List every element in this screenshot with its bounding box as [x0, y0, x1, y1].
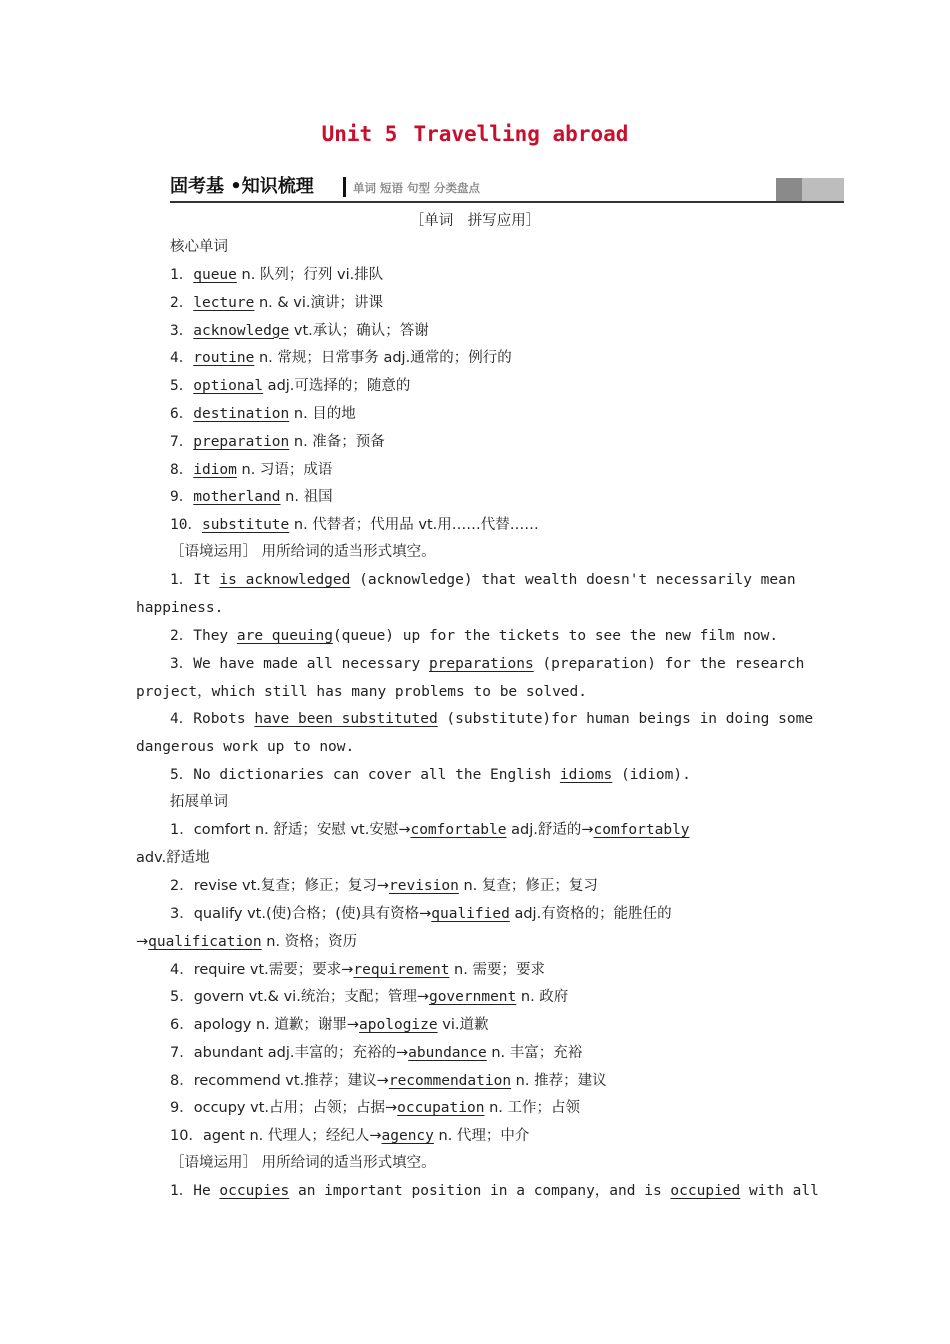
sentence-continuation: happiness.	[136, 600, 224, 616]
extended-word-derived: abundance	[408, 1045, 487, 1061]
page-title	[0, 122, 950, 146]
core-word-row	[170, 348, 512, 368]
sentence-text: 1．It	[170, 572, 220, 588]
sentence-text: 4．Robots	[170, 711, 255, 727]
sentence-answer: have been substituted	[254, 711, 438, 727]
context-label-2: ［语境运用］ 用所给词的适当形式填空。	[170, 1155, 436, 1171]
core-word-definition: n. 准备；预备	[289, 433, 385, 450]
context-sentence	[170, 654, 804, 674]
banner-divider	[343, 177, 346, 197]
sentence-text: (acknowledge) that wealth doesn't necessarily mean	[350, 572, 796, 588]
extended-word-derived: government	[428, 989, 517, 1005]
core-word-definition: n. 目的地	[289, 406, 356, 422]
extended-word-base: 2．revise vt.复查；修正；复习→	[170, 878, 390, 894]
sentence-answer: are queuing	[236, 628, 333, 644]
core-word-number: 2．	[170, 294, 194, 311]
extended-word-definition: n. 推荐；建议	[511, 1073, 607, 1089]
answer-occupies: occupies	[219, 1183, 290, 1199]
core-word-number: 7．	[170, 433, 194, 450]
core-word: routine	[193, 350, 255, 367]
core-word-number: 5．	[170, 378, 194, 395]
core-word: queue	[193, 267, 237, 283]
extended-word-base: 8．recommend vt.推荐；建议→	[170, 1073, 389, 1089]
core-word-definition: n. 代替者；代用品 vt.用……代替……	[289, 517, 539, 534]
banner-block-light	[802, 178, 844, 201]
core-word: motherland	[193, 489, 281, 506]
extended-word-continuation: adv.舒适地	[136, 850, 210, 866]
sentence-answer: preparations	[428, 656, 534, 672]
answer-occupied: occupied	[670, 1183, 741, 1199]
sentence-answer: is acknowledged	[219, 572, 351, 588]
unit-number: Unit 5	[321, 122, 398, 146]
core-word-row	[170, 376, 410, 396]
extended-word-base: 3．qualify vt.(使)合格；(使)具有资格→	[170, 906, 432, 922]
extended-word-row	[170, 876, 598, 896]
extended-word-base: 1．comfort n. 舒适；安慰 vt.安慰→	[170, 822, 411, 838]
extended-word-row	[170, 960, 545, 980]
core-word: acknowledge	[193, 322, 290, 339]
extended-word-derived: apologize	[359, 1017, 438, 1033]
banner-block-dark	[776, 178, 802, 201]
core-word-number: 8．	[170, 461, 194, 478]
extended-word-continuation	[136, 932, 357, 952]
core-word-number: 9．	[170, 489, 194, 506]
extended-word-base: 6．apology n. 道歉；谢罪→	[170, 1017, 360, 1033]
sentence-text: (preparation) for the research	[533, 656, 805, 672]
core-word: substitute	[201, 517, 290, 534]
sentence-text: (queue) up for the tickets to see the new film now.	[332, 628, 779, 644]
extended-word-definition: adj.有资格的；能胜任的	[509, 906, 672, 922]
core-word-row	[170, 487, 333, 507]
sentence-text: 3．We have made all necessary	[170, 656, 429, 672]
core-word-number: 6．	[170, 406, 194, 422]
sentence-answer: idioms	[559, 767, 613, 783]
banner-subtitle: 单词 短语 句型 分类盘点	[353, 181, 481, 195]
extended-word-derived: requirement	[353, 962, 450, 978]
extended-word-derived: revision	[389, 878, 459, 894]
extended-word-base: 5．govern vt.& vi.统治；支配；管理→	[170, 989, 429, 1005]
extended-word-definition: n. 代理；中介	[433, 1128, 530, 1144]
core-word-definition: n. 习语；成语	[236, 461, 333, 478]
context-sentence	[170, 626, 778, 646]
core-word-row	[170, 265, 383, 285]
context-label-1: ［语境运用］ 用所给词的适当形式填空。	[170, 544, 436, 560]
core-word-number: 3．	[170, 322, 194, 339]
core-word-definition: n. 队列；行列 vi.排队	[236, 267, 384, 283]
extended-word-base: 4．require vt.需要；要求→	[170, 962, 354, 978]
core-word-row	[170, 321, 429, 341]
extended-word-base: 7．abundant adj.丰富的；充裕的→	[170, 1045, 409, 1061]
core-word-definition: adj.可选择的；随意的	[263, 378, 411, 395]
section-header: ［单词 拼写应用］	[409, 213, 541, 229]
context-sentence	[170, 765, 691, 785]
sentence-continuation: dangerous work up to now.	[136, 739, 355, 755]
extended-word-row	[170, 1126, 529, 1146]
context-sentence	[170, 709, 813, 729]
extended-word-row	[170, 987, 568, 1007]
extended-word-row	[170, 820, 690, 840]
extended-word-derived: agency	[381, 1128, 434, 1144]
extended-word-row	[170, 904, 672, 924]
context-2-sentence: 1．He occupies an important position in a company，and is occupied with all	[170, 1183, 819, 1199]
core-word: optional	[193, 378, 264, 395]
unit-name: Travelling abroad	[413, 122, 629, 146]
sentence-continuation: project，which still has many problems to be solved.	[136, 684, 587, 700]
extended-word-definition: vi.道歉	[437, 1017, 489, 1033]
extended-word-row	[170, 1015, 488, 1035]
banner-rule	[170, 201, 844, 203]
core-word-definition: n. & vi.演讲；讲课	[254, 294, 383, 311]
context-sentence	[170, 570, 796, 590]
extended-words-label: 拓展单词	[170, 794, 228, 810]
core-word: idiom	[193, 461, 237, 478]
sentence-text: (idiom).	[612, 767, 691, 783]
core-word-number: 10．	[170, 517, 202, 534]
arrow: →	[136, 934, 149, 950]
core-word-row	[170, 460, 332, 480]
core-word-number: 1．	[170, 267, 194, 283]
core-word-definition: vt.承认；确认；答谢	[289, 322, 429, 339]
extended-word-definition: n. 工作；占领	[484, 1100, 580, 1116]
core-word-definition: n. 常规；日常事务 adj.通常的；例行的	[254, 350, 512, 367]
extended-word-row	[170, 1098, 580, 1118]
core-word: lecture	[193, 294, 255, 311]
core-word: preparation	[193, 433, 290, 450]
core-word: destination	[193, 406, 290, 422]
sentence-text: 2．They	[170, 628, 237, 644]
core-word-row	[170, 404, 356, 424]
extended-word-definition: adj.舒适的→	[506, 822, 594, 838]
core-word-definition: n. 祖国	[280, 489, 333, 506]
section-banner	[170, 175, 844, 205]
sentence-text: (substitute)for human beings in doing some	[437, 711, 814, 727]
core-word-row	[170, 293, 383, 313]
extended-word-row	[170, 1071, 607, 1091]
core-word-number: 4．	[170, 350, 194, 367]
core-word-row	[170, 432, 385, 452]
extended-word-derived: occupation	[397, 1100, 485, 1116]
extended-word-definition: n. 丰富；充裕	[486, 1045, 583, 1061]
extended-word-row	[170, 1043, 582, 1063]
sentence-text: 5．No dictionaries can cover all the English	[170, 767, 560, 783]
extended-word-derived: recommendation	[388, 1073, 512, 1089]
core-word-row	[170, 515, 539, 535]
banner-title: 固考基 •知识梳理	[170, 176, 314, 197]
extended-word-definition: n. 资格；资历	[261, 934, 358, 950]
extended-word-derived-2: qualification	[148, 934, 262, 950]
extended-word-definition: n. 需要；要求	[449, 962, 545, 978]
extended-word-definition: n. 复查；修正；复习	[458, 878, 598, 894]
extended-word-base: 10．agent n. 代理人；经纪人→	[170, 1128, 382, 1144]
extended-word-derived: qualified	[431, 906, 510, 922]
extended-word-derived-2: comfortably	[593, 822, 690, 838]
extended-word-derived: comfortable	[410, 822, 507, 838]
core-words-label: 核心单词	[170, 239, 228, 255]
extended-word-base: 9．occupy vt.占用；占领；占据→	[170, 1100, 398, 1116]
extended-word-definition: n. 政府	[516, 989, 569, 1005]
